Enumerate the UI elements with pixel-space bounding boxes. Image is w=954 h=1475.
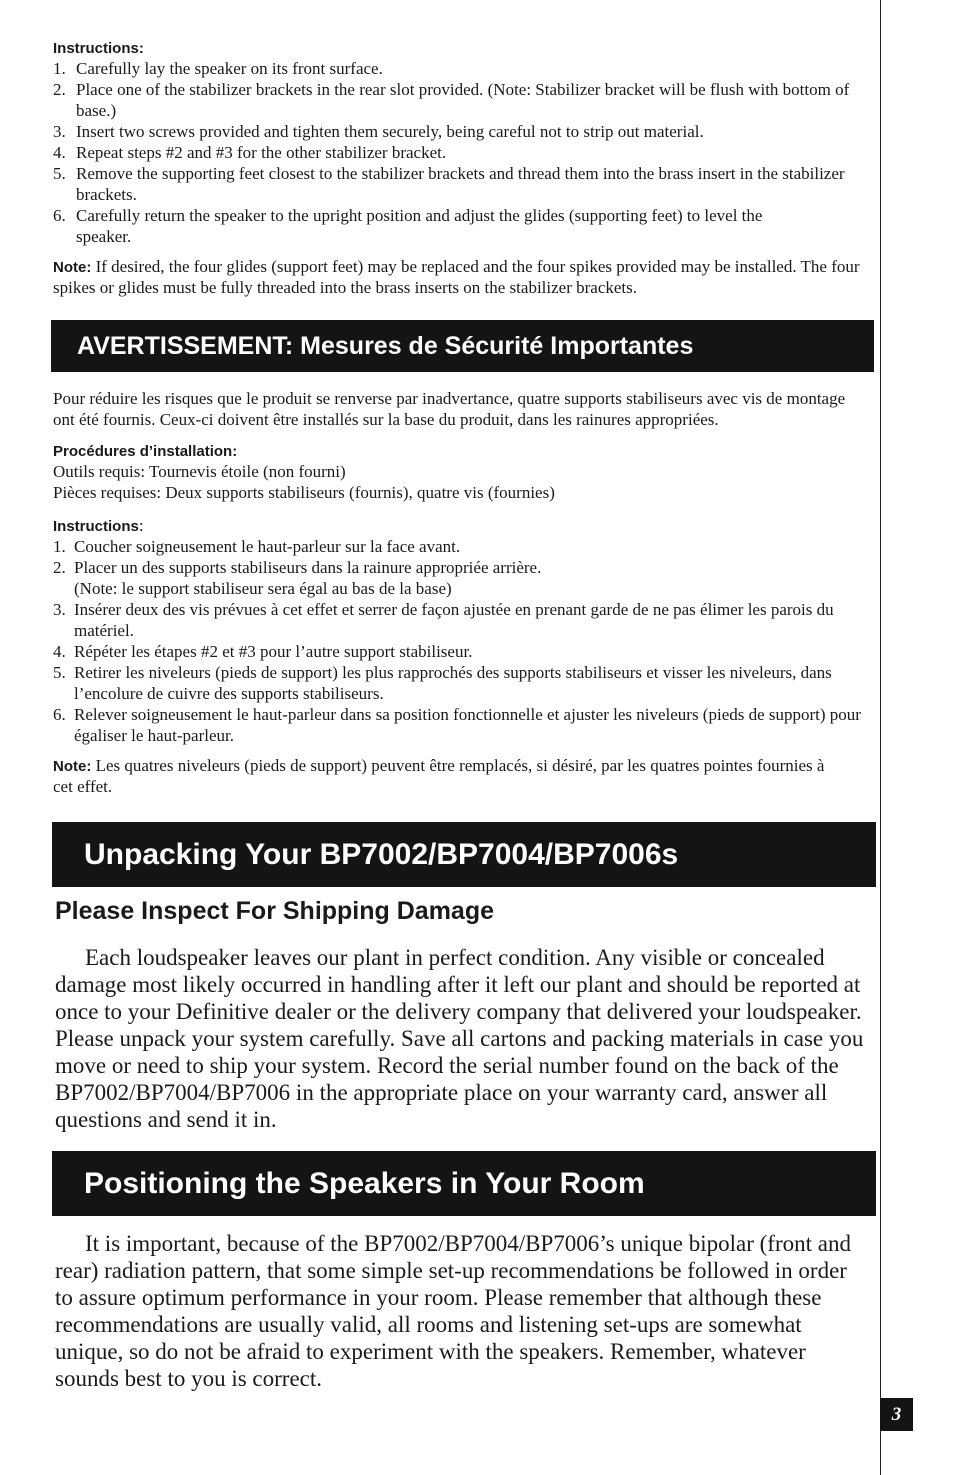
en-note: Note: If desired, the four glides (support feet) may be replaced and the four spikes provided may be installed. The four spikes or glides must be fully threaded into the brass inserts on the stabilizer brackets. <box>53 257 860 297</box>
page-number: 3 <box>880 1398 913 1431</box>
fr-note: Note: Les quatres niveleurs (pieds de support) peuvent être remplacés, si désiré, par les quatres pointes fournies à cet effet. <box>53 756 825 796</box>
margin-rule <box>880 0 881 1475</box>
positioning-title-bar <box>52 1151 876 1216</box>
fr-steps-list <box>53 536 868 746</box>
list-item: 2. Placer un des supports stabiliseurs dans la rainure appropriée arrière. (Note: le support stabiliseur sera égal au bas de la base) <box>53 558 542 598</box>
positioning-body: It is important, because of the BP7002/BP7004/BP7006’s unique bipolar (front and rear) radiation pattern, that some simple set-up recommendations be followed in order to assure optimum performance in your room. Please remember that although these recommendations are usually valid, all rooms and listening set-ups are somewhat unique, so do not be afraid to experiment with the speakers. Remember, whatever sounds best to you is correct. <box>55 1231 851 1391</box>
list-item: 5. Retirer les niveleurs (pieds de support) les plus rapprochés des supports stabiliseurs et visser les niveleurs, dans l’encolure de cuivre des supports stabiliseurs. <box>53 663 832 703</box>
unpacking-title: Unpacking Your BP7002/BP7004/BP7006s <box>84 837 679 871</box>
positioning-title: Positioning the Speakers in Your Room <box>84 1166 645 1200</box>
unpacking-title-bar <box>52 822 876 887</box>
fr-section-title: AVERTISSEMENT: Mesures de Sécurité Importantes <box>77 331 694 360</box>
positioning-body-block <box>55 1230 870 1392</box>
fr-instructions-heading-line: Instructions: <box>53 516 144 535</box>
fr-tools: Outils requis: Tournevis étoile (non fourni) <box>53 462 346 481</box>
en-instructions <box>53 39 868 298</box>
list-item: 3. Insert two screws provided and tighten them securely, being careful not to strip out material. <box>53 122 704 141</box>
unpacking-body-block <box>55 944 875 1133</box>
en-instructions-heading: Instructions: <box>53 40 144 57</box>
unpacking-subheading: Please Inspect For Shipping Damage <box>55 897 495 925</box>
list-item: 2. Place one of the stabilizer brackets in the rear slot provided. (Note: Stabilizer bracket will be flush with bottom of base.) <box>53 80 850 120</box>
list-item: 6. Relever soigneusement le haut-parleur dans sa position fonctionnelle et ajuster les niveleurs (pieds de support) pour égaliser le haut-parleur. <box>53 705 861 745</box>
list-item: 1. Coucher soigneusement le haut-parleur sur la face avant. <box>53 537 461 556</box>
fr-parts: Pièces requises: Deux supports stabiliseurs (fournis), quatre vis (fournies) <box>53 483 555 502</box>
fr-section <box>53 388 868 797</box>
fr-intro: Pour réduire les risques que le produit se renverse par inadvertance, quatre supports stabiliseurs avec vis de montage ont été fournis. Ceux-ci doivent être installés sur la base du produit, dans les rainures appropriées. <box>53 389 846 429</box>
list-item: 3. Insérer deux des vis prévues à cet effet et serrer de façon ajustée en prenant garde de ne pas élimer les parois du matériel. <box>53 600 834 640</box>
list-item: 6. Carefully return the speaker to the upright position and adjust the glides (supporting feet) to level the speaker. <box>53 206 763 246</box>
fr-note-label: Note: <box>53 758 92 775</box>
list-item: 1. Carefully lay the speaker on its front surface. <box>53 59 383 78</box>
list-item: 5. Remove the supporting feet closest to the stabilizer brackets and thread them into the brass insert in the stabilizer brackets. <box>53 164 845 204</box>
en-note-label: Note: <box>53 259 92 276</box>
unpacking-body: Each loudspeaker leaves our plant in perfect condition. Any visible or concealed damage most likely occurred in handling after it left our plant and should be reported at once to your Definitive dealer or the delivery company that delivered your loudspeaker. Please unpack your system carefully. Save all cartons and packing materials in case you move or need to ship your system. Record the serial number found on the back of the BP7002/BP7004/BP7006 in the appropriate place on your warranty card, answer all questions and send it in. <box>55 945 864 1132</box>
list-item: 4. Répéter les étapes #2 et #3 pour l’autre support stabiliseur. <box>53 642 473 661</box>
fr-instructions-heading: Instructions <box>53 518 139 535</box>
list-item: 4. Repeat steps #2 and #3 for the other stabilizer bracket. <box>53 143 447 162</box>
en-steps-list <box>53 58 868 247</box>
fr-proc-heading: Procédures d’installation: <box>53 443 238 460</box>
fr-section-title-bar <box>51 320 874 372</box>
